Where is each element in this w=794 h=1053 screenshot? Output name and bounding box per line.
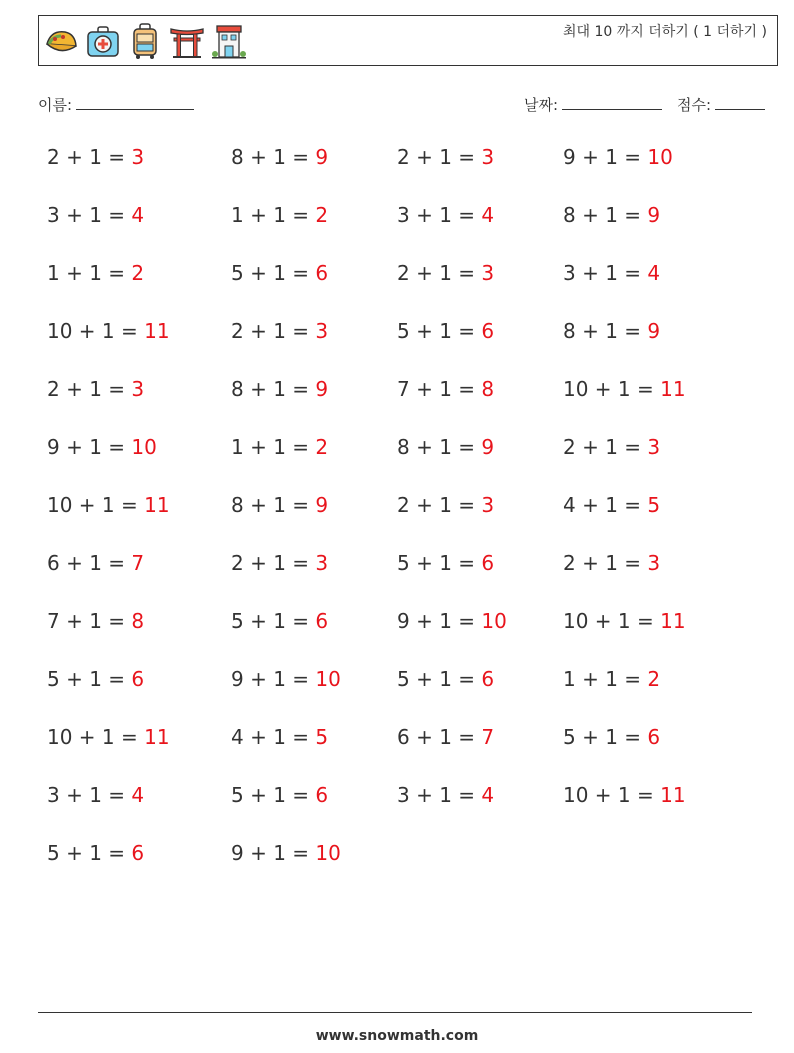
problem-item — [231, 551, 328, 575]
problem-question: 9 + 1 = — [397, 609, 476, 633]
problem-answer: 11 — [144, 319, 170, 343]
problem-question: 1 + 1 = — [231, 435, 310, 459]
problem-item — [47, 725, 170, 749]
problem-question: 10 + 1 = — [563, 377, 654, 401]
problem-question: 9 + 1 = — [231, 667, 310, 691]
problem-question: 3 + 1 = — [47, 203, 126, 227]
problem-answer: 4 — [647, 261, 661, 285]
problem-answer: 7 — [481, 725, 495, 749]
problem-answer: 11 — [144, 493, 170, 517]
problem-item — [397, 377, 494, 401]
problem-answer: 3 — [315, 551, 329, 575]
problem-answer: 3 — [131, 145, 145, 169]
problem-item — [47, 145, 144, 169]
problem-question: 3 + 1 = — [397, 783, 476, 807]
problem-answer: 6 — [481, 319, 495, 343]
problem-question: 1 + 1 = — [563, 667, 642, 691]
problem-question: 8 + 1 = — [563, 203, 642, 227]
score-field — [677, 94, 765, 115]
problem-question: 2 + 1 = — [397, 145, 476, 169]
problem-question: 3 + 1 = — [563, 261, 642, 285]
problem-answer: 6 — [481, 667, 495, 691]
problem-answer: 3 — [647, 551, 661, 575]
problem-answer: 10 — [315, 841, 341, 865]
problem-answer: 8 — [481, 377, 495, 401]
problem-item — [563, 435, 660, 459]
problem-item — [47, 493, 170, 517]
problem-item — [231, 725, 328, 749]
problem-answer: 9 — [647, 203, 661, 227]
problem-answer: 10 — [481, 609, 507, 633]
problem-question: 5 + 1 = — [397, 551, 476, 575]
problem-answer: 11 — [144, 725, 170, 749]
problem-question: 5 + 1 = — [231, 261, 310, 285]
problem-answer: 4 — [131, 783, 145, 807]
hotel-building-icon — [211, 22, 247, 60]
worksheet-header — [38, 15, 778, 66]
problem-item — [563, 551, 660, 575]
problem-item — [563, 377, 686, 401]
problem-answer: 9 — [315, 145, 329, 169]
problem-question: 8 + 1 = — [231, 145, 310, 169]
problem-question: 2 + 1 = — [563, 551, 642, 575]
problem-item — [397, 725, 494, 749]
problem-question: 2 + 1 = — [47, 145, 126, 169]
problem-answer: 7 — [131, 551, 145, 575]
problem-item — [563, 319, 660, 343]
problem-item — [397, 609, 507, 633]
problem-item — [397, 551, 494, 575]
problem-answer: 4 — [481, 203, 495, 227]
problem-item — [47, 261, 144, 285]
problem-item — [47, 203, 144, 227]
problem-answer: 10 — [131, 435, 157, 459]
luggage-icon — [127, 22, 163, 60]
taco-icon — [43, 22, 79, 60]
problem-answer: 6 — [315, 783, 329, 807]
problem-question: 3 + 1 = — [397, 203, 476, 227]
worksheet-title: 최대 10 까지 더하기 ( 1 더하기 ) — [562, 24, 767, 40]
problem-question: 9 + 1 = — [231, 841, 310, 865]
problem-item — [397, 319, 494, 343]
problem-question: 6 + 1 = — [47, 551, 126, 575]
problem-answer: 9 — [315, 493, 329, 517]
problem-item — [231, 261, 328, 285]
problem-item — [231, 493, 328, 517]
problem-item — [231, 783, 328, 807]
problem-item — [47, 435, 157, 459]
problem-item — [563, 203, 660, 227]
problem-question: 5 + 1 = — [47, 841, 126, 865]
problem-answer: 2 — [131, 261, 145, 285]
date-label: 날짜: — [524, 96, 559, 114]
problem-question: 1 + 1 = — [231, 203, 310, 227]
problem-question: 8 + 1 = — [563, 319, 642, 343]
problem-item — [397, 145, 494, 169]
problem-answer: 2 — [315, 435, 329, 459]
problem-question: 4 + 1 = — [563, 493, 642, 517]
problem-item — [231, 609, 328, 633]
problem-question: 2 + 1 = — [47, 377, 126, 401]
problem-question: 9 + 1 = — [563, 145, 642, 169]
problem-item — [563, 261, 660, 285]
problem-item — [397, 203, 494, 227]
problem-answer: 3 — [131, 377, 145, 401]
problem-item — [47, 783, 144, 807]
problem-answer: 11 — [660, 783, 686, 807]
problem-question: 5 + 1 = — [231, 609, 310, 633]
problem-question: 5 + 1 = — [563, 725, 642, 749]
problem-item — [47, 609, 144, 633]
problem-item — [397, 783, 494, 807]
problem-question: 8 + 1 = — [231, 493, 310, 517]
problem-answer: 6 — [315, 609, 329, 633]
problem-item — [231, 377, 328, 401]
problem-answer: 11 — [660, 377, 686, 401]
problem-question: 2 + 1 = — [397, 261, 476, 285]
problem-item — [47, 377, 144, 401]
problem-answer: 3 — [481, 493, 495, 517]
problem-answer: 9 — [647, 319, 661, 343]
problem-item — [47, 551, 144, 575]
problem-question: 2 + 1 = — [231, 319, 310, 343]
problem-question: 10 + 1 = — [563, 783, 654, 807]
problem-question: 7 + 1 = — [397, 377, 476, 401]
problem-item — [563, 783, 686, 807]
problem-item — [563, 667, 660, 691]
problem-question: 3 + 1 = — [47, 783, 126, 807]
footer-divider — [38, 1012, 752, 1013]
problem-answer: 3 — [315, 319, 329, 343]
first-aid-kit-icon — [85, 22, 121, 60]
torii-gate-icon — [169, 22, 205, 60]
score-blank[interactable] — [715, 95, 765, 110]
problem-answer: 5 — [647, 493, 661, 517]
problem-answer: 10 — [315, 667, 341, 691]
problem-item — [563, 725, 660, 749]
problem-item — [47, 667, 144, 691]
problem-answer: 5 — [315, 725, 329, 749]
problem-item — [47, 319, 170, 343]
problem-item — [397, 667, 494, 691]
problem-question: 7 + 1 = — [47, 609, 126, 633]
problem-question: 8 + 1 = — [231, 377, 310, 401]
problem-answer: 6 — [481, 551, 495, 575]
problem-answer: 6 — [131, 841, 145, 865]
problem-item — [47, 841, 144, 865]
name-blank[interactable] — [76, 95, 194, 110]
problem-item — [231, 145, 328, 169]
problem-item — [563, 145, 673, 169]
problem-answer: 6 — [131, 667, 145, 691]
problem-item — [397, 493, 494, 517]
problem-item — [231, 435, 328, 459]
problem-question: 6 + 1 = — [397, 725, 476, 749]
problem-question: 1 + 1 = — [47, 261, 126, 285]
footer-url: www.snowmath.com — [315, 1028, 479, 1044]
problem-item — [231, 841, 341, 865]
problem-question: 10 + 1 = — [47, 725, 138, 749]
problem-question: 2 + 1 = — [397, 493, 476, 517]
problem-question: 10 + 1 = — [47, 493, 138, 517]
problem-item — [397, 261, 494, 285]
problem-answer: 2 — [315, 203, 329, 227]
problem-item — [231, 319, 328, 343]
date-blank[interactable] — [562, 95, 662, 110]
problem-question: 2 + 1 = — [231, 551, 310, 575]
problem-question: 2 + 1 = — [563, 435, 642, 459]
problem-answer: 9 — [481, 435, 495, 459]
problem-question: 5 + 1 = — [47, 667, 126, 691]
icon-row — [43, 22, 247, 60]
problem-item — [563, 493, 660, 517]
problem-question: 5 + 1 = — [397, 667, 476, 691]
problem-question: 10 + 1 = — [47, 319, 138, 343]
problem-answer: 4 — [481, 783, 495, 807]
problem-item — [231, 203, 328, 227]
problem-question: 9 + 1 = — [47, 435, 126, 459]
problem-answer: 11 — [660, 609, 686, 633]
problem-question: 8 + 1 = — [397, 435, 476, 459]
name-field — [38, 94, 194, 115]
problem-answer: 4 — [131, 203, 145, 227]
problem-answer: 6 — [647, 725, 661, 749]
problem-answer: 2 — [647, 667, 661, 691]
problem-answer: 10 — [647, 145, 673, 169]
problem-answer: 3 — [481, 261, 495, 285]
name-label: 이름: — [38, 96, 73, 114]
problem-question: 10 + 1 = — [563, 609, 654, 633]
problem-question: 5 + 1 = — [397, 319, 476, 343]
date-field — [524, 94, 662, 115]
problem-answer: 3 — [647, 435, 661, 459]
problem-answer: 9 — [315, 377, 329, 401]
problem-question: 5 + 1 = — [231, 783, 310, 807]
problem-answer: 8 — [131, 609, 145, 633]
problem-item — [231, 667, 341, 691]
problem-item — [397, 435, 494, 459]
problem-answer: 3 — [481, 145, 495, 169]
score-label: 점수: — [677, 96, 712, 114]
problem-item — [563, 609, 686, 633]
problem-question: 4 + 1 = — [231, 725, 310, 749]
problem-answer: 6 — [315, 261, 329, 285]
